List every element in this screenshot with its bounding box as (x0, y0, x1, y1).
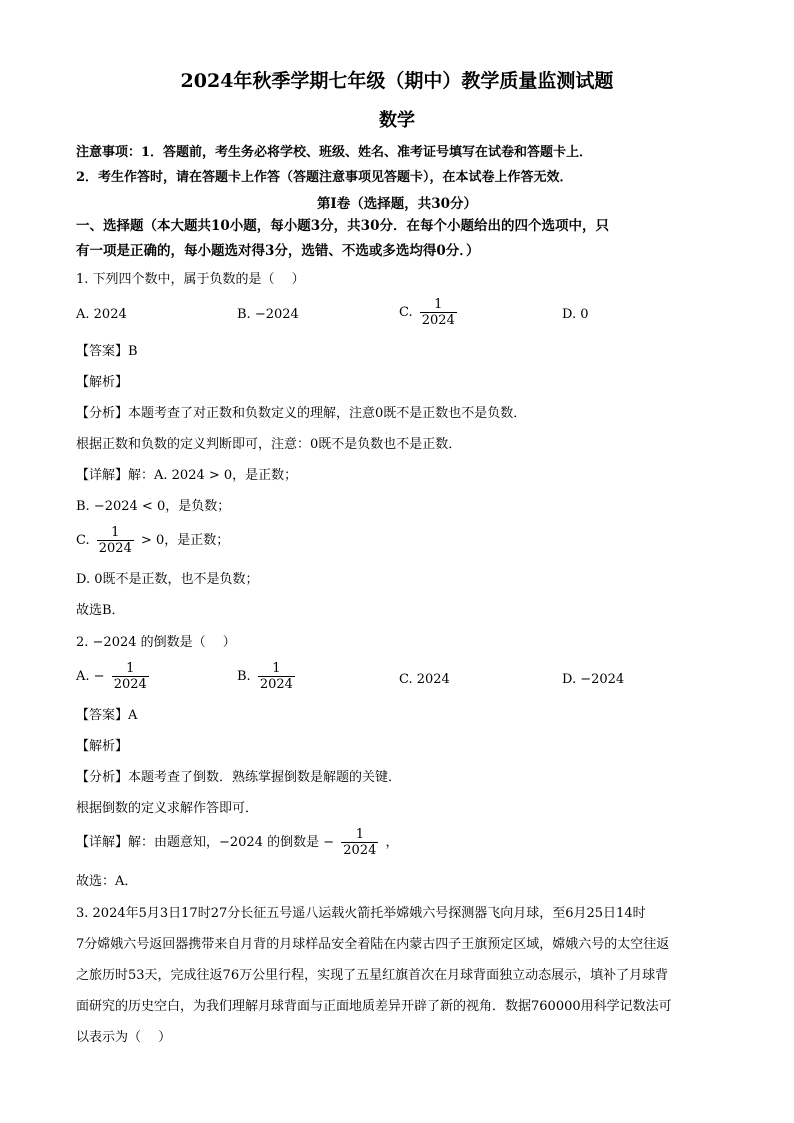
q2-option-a-label: A. (76, 669, 90, 684)
fraction-numerator: 1 (434, 297, 443, 312)
q1-option-c (399, 297, 460, 328)
q1-analysis-heading: 【解析】 (76, 375, 129, 390)
fraction-denominator: 2024 (113, 677, 147, 692)
q2-stem: 2. −2024 的倒数是（ ） (76, 635, 236, 650)
q2-option-a (76, 661, 152, 692)
q2-detail (76, 827, 399, 858)
q1-detail-c-rest: > 0，是正数； (141, 533, 230, 548)
q1-detail-c-label: C. (76, 533, 90, 548)
notice-line-1: 注意事项：1．答题前，考生务必将学校、班级、姓名、准考证号填写在试卷和答题卡上． (76, 145, 593, 160)
q1-detail-c (76, 525, 229, 556)
q2-option-b (237, 661, 298, 692)
fraction-denominator: 2024 (343, 843, 377, 858)
q2-option-b-fraction (258, 661, 295, 692)
q1-detail-c-fraction (97, 525, 134, 556)
q1-stem: 1. 下列四个数中，属于负数的是（ ） (76, 272, 305, 287)
q3-line-1: 3. 2024年5月3日17时27分长征五号遥八运载火箭托举嫦娥六号探测器飞向月球，至6月25日14时 (76, 906, 646, 921)
q3-line-2: 7分嫦娥六号返回器携带来自月背的月球样品安全着陆在内蒙古四子王旗预定区域，嫦娥六号的太空往返 (76, 937, 670, 952)
q2-analysis-heading: 【解析】 (76, 739, 129, 754)
q2-conclusion: 故选：A． (76, 874, 138, 889)
q2-analysis: 【分析】本题考查了倒数．熟练掌握倒数是解题的关键． (76, 770, 402, 785)
fraction-numerator: 1 (126, 661, 135, 676)
q2-basis: 根据倒数的定义求解作答即可． (76, 801, 259, 816)
section-instruction-1: 一、选择题（本大题共10小题，每小题3分，共30分．在每个小题给出的四个选项中，只 (76, 218, 609, 234)
q1-detail-b: B. −2024 < 0，是负数； (76, 499, 231, 514)
q2-option-c: C. 2024 (399, 672, 450, 687)
q2-answer: 【答案】A (76, 708, 138, 723)
fraction-denominator: 2024 (421, 313, 455, 328)
fraction-denominator: 2024 (259, 677, 293, 692)
q2-detail-prefix: 【详解】解：由题意知，−2024 的倒数是 − (76, 835, 335, 850)
q2-option-d: D. −2024 (562, 672, 625, 687)
q1-conclusion: 故选B． (76, 603, 125, 618)
fraction-numerator: 1 (111, 525, 120, 540)
q2-option-a-fraction (112, 661, 149, 692)
page-title: 2024年秋季学期七年级（期中）教学质量监测试题 (180, 70, 614, 92)
q2-detail-fraction (341, 827, 378, 858)
q1-detail-a: 【详解】解：A. 2024 > 0，是正数； (76, 468, 298, 483)
q1-analysis: 【分析】本题考查了对正数和负数定义的理解，注意0既不是正数也不是负数． (76, 406, 527, 421)
q1-option-c-fraction (420, 297, 457, 328)
notice-line-2: 2．考生作答时，请在答题卡上作答（答题注意事项见答题卡），在本试卷上作答无效． (76, 170, 573, 185)
q1-detail-d: D. 0既不是正数，也不是负数； (76, 572, 259, 587)
q2-option-b-label: B. (237, 669, 251, 684)
q1-option-b: B. −2024 (237, 307, 299, 322)
q1-answer: 【答案】B (76, 344, 138, 359)
q1-option-a: A. 2024 (76, 307, 127, 322)
q3-line-4: 面研究的历史空白，为我们理解月球背面与正面地质差异开辟了新的视角．数据760000用科学记数法可 (76, 999, 672, 1014)
fraction-denominator: 2024 (98, 541, 132, 556)
q1-option-c-label: C. (399, 305, 413, 320)
q3-line-5: 以表示为（ ） (76, 1030, 172, 1045)
q2-option-a-sign: − (93, 669, 105, 684)
volume-heading: 第Ⅰ卷（选择题，共30分） (316, 196, 478, 212)
q2-detail-suffix: ， (385, 835, 399, 850)
q3-line-3: 之旅历时53天，完成往返76万公里行程，实现了五星红旗首次在月球背面独立动态展示，填补了月球背 (76, 968, 669, 983)
fraction-numerator: 1 (272, 661, 281, 676)
q1-option-d: D. 0 (562, 307, 589, 322)
q1-basis: 根据正数和负数的定义判断即可，注意：0既不是负数也不是正数． (76, 437, 462, 452)
subject-title: 数学 (379, 110, 415, 131)
fraction-numerator: 1 (355, 827, 364, 842)
section-instruction-2: 有一项是正确的，每小题选对得3分，选错、不选或多选均得0分．） (76, 243, 480, 259)
